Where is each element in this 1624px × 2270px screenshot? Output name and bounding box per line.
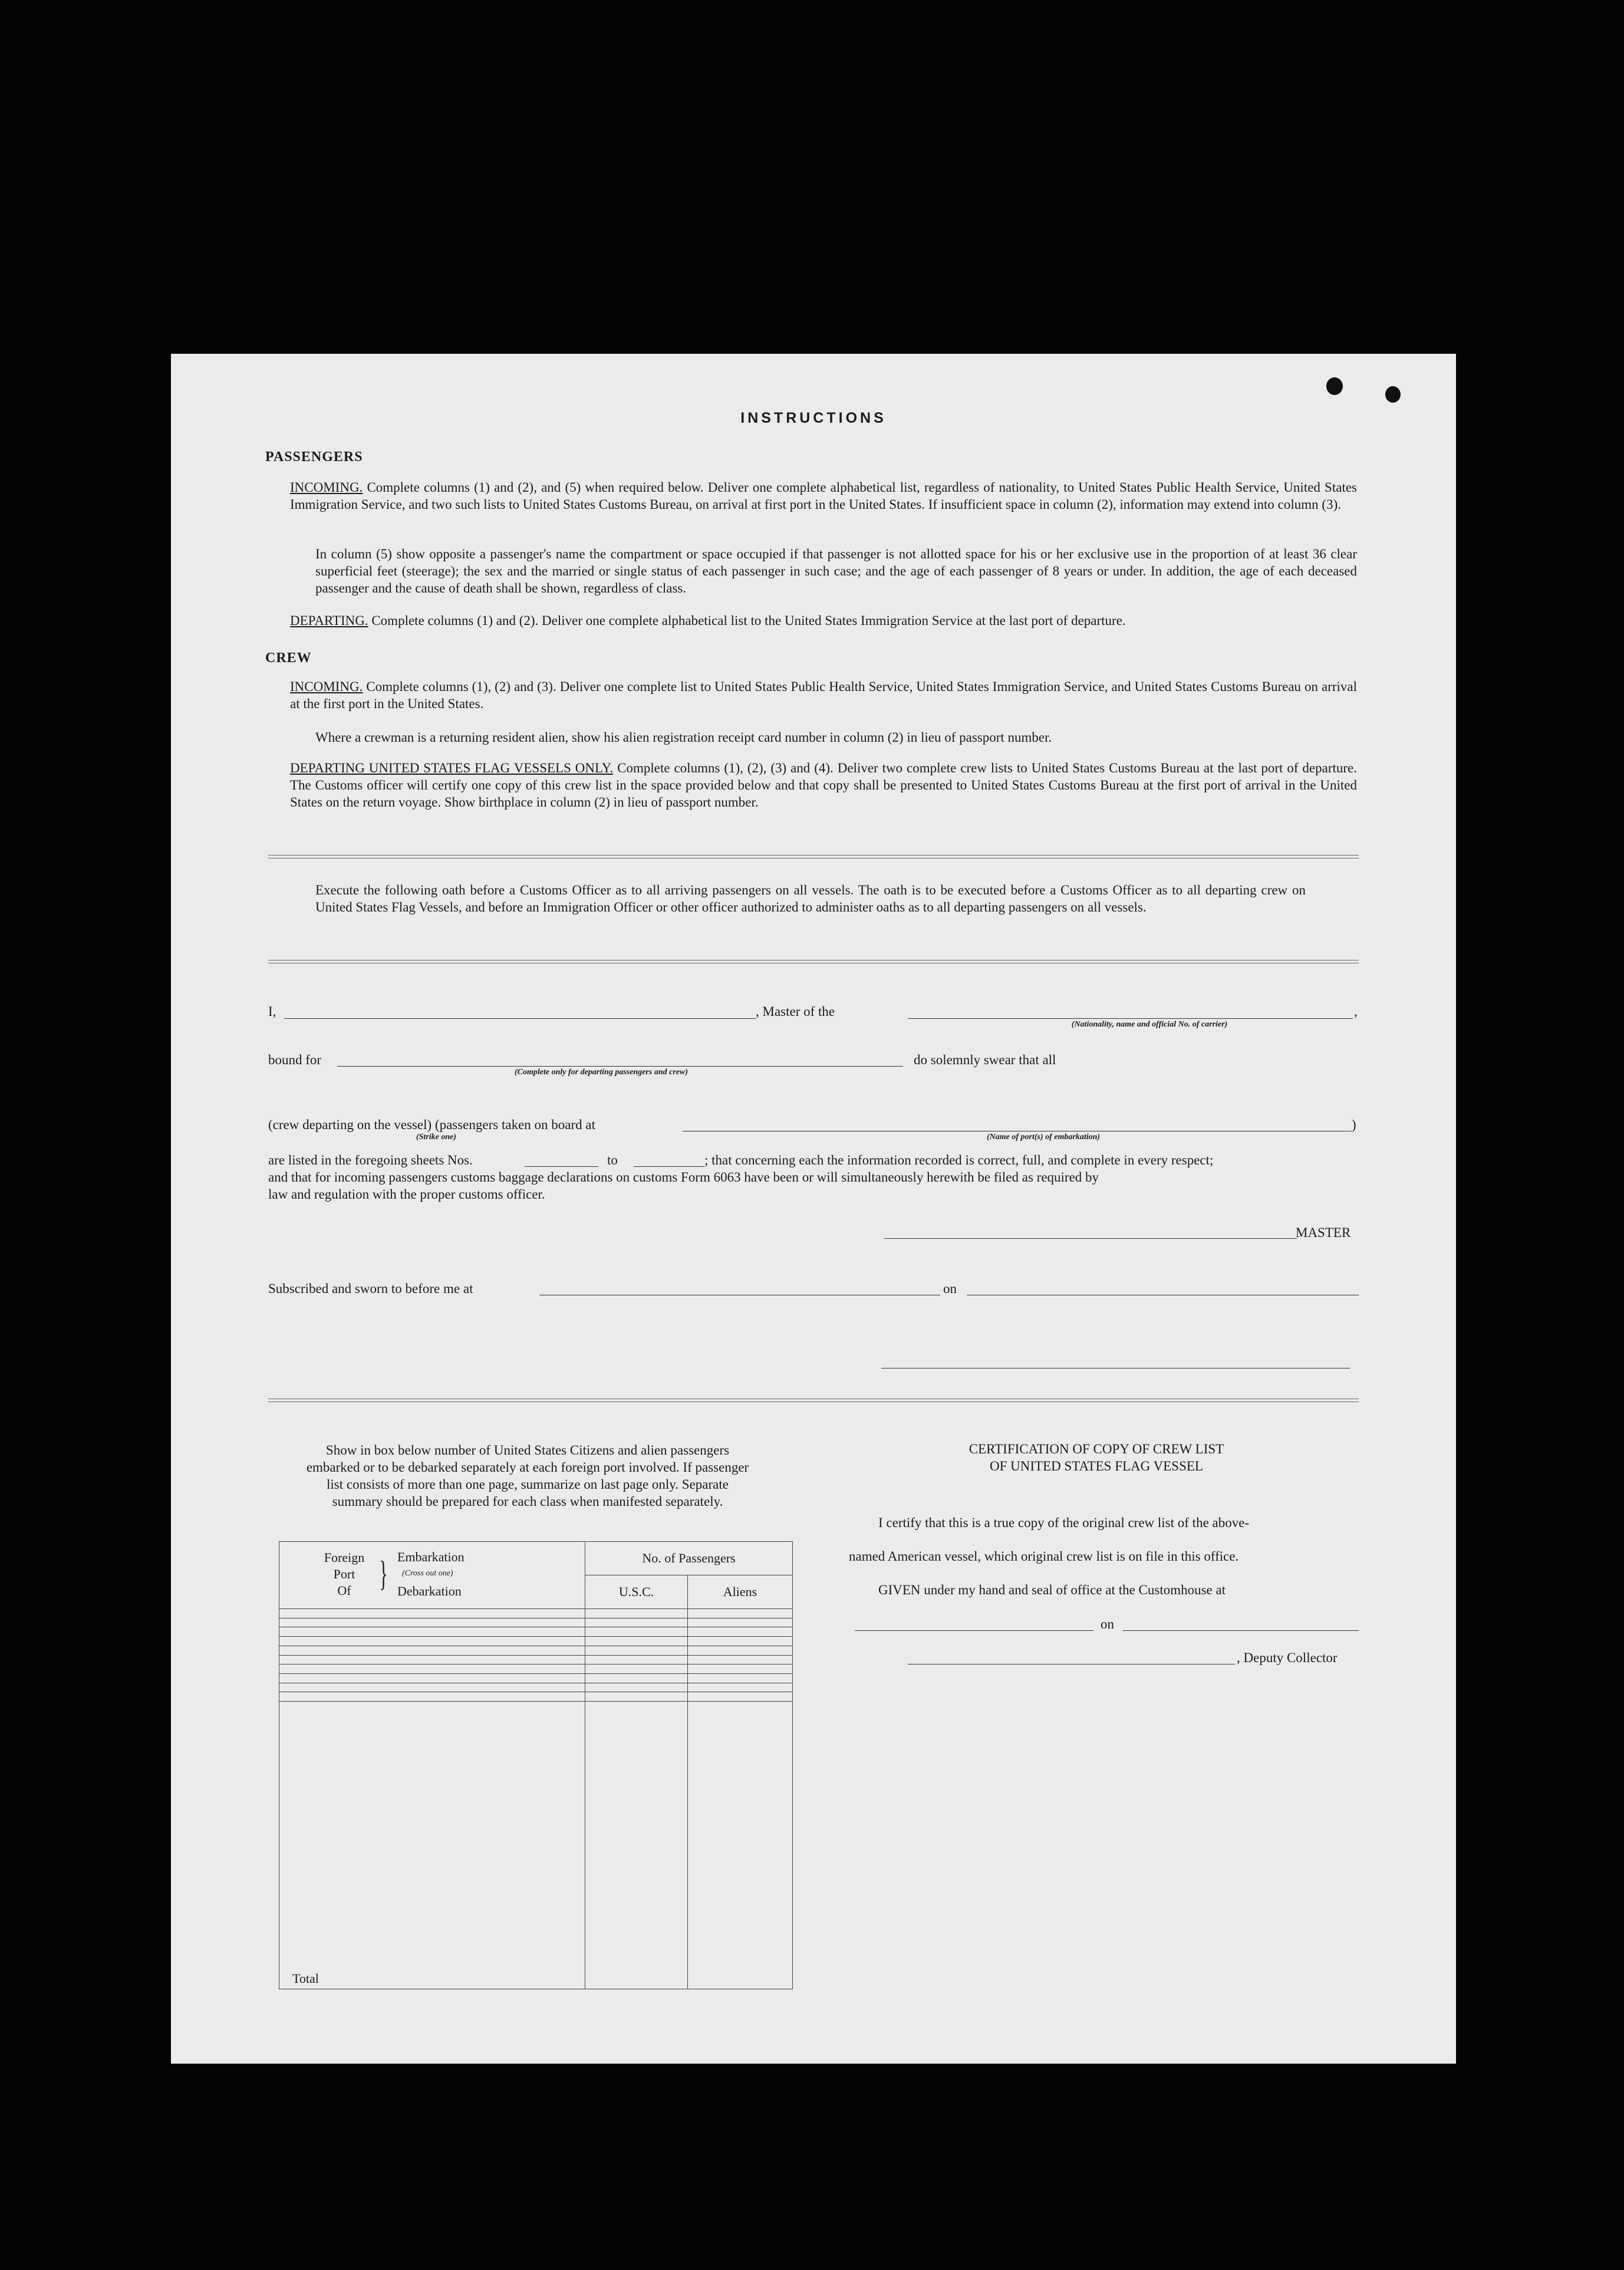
table-row[interactable] [279, 1664, 793, 1674]
divider [268, 960, 1359, 963]
divider [268, 855, 1359, 858]
sheet-to-field[interactable] [634, 1166, 704, 1167]
debarkation-label: Debarkation [397, 1584, 462, 1598]
foreign-port-of-label [315, 1549, 374, 1599]
summary-box [279, 1541, 793, 1989]
oath-listed-line3: law and regulation with the proper customs officer. [268, 1187, 545, 1202]
master-signature-field[interactable] [884, 1238, 1297, 1239]
oath-listed-line2: and that for incoming passengers customs baggage declarations on customs Form 6063 have been or will simultaneously herewith be filed as required by [268, 1170, 1099, 1185]
oath-i-label: I, [268, 1004, 276, 1019]
oath-subscribed: Subscribed and sworn to before me at [268, 1281, 473, 1296]
certify-line-2: named American vessel, which original crew list is on file in this office. [849, 1549, 1239, 1564]
given-line: GIVEN under my hand and seal of office at the Customhouse at [878, 1583, 1226, 1597]
total-row[interactable] [279, 1702, 793, 1989]
table-row[interactable] [279, 1618, 793, 1627]
crew-heading: CREW [265, 650, 312, 666]
ink-blot [1326, 377, 1343, 395]
cert-date-field[interactable] [1123, 1630, 1359, 1631]
summary-instructions: Show in box below number of United States Citizens and alien passengers embarked or to be debarked separately at each foreign port involved. If passenger list consists of more than one page, summarize on last page only. Separate summary should be prepared for each class when manifested separately. [306, 1443, 749, 1509]
oath-swear: do solemnly swear that all [914, 1052, 1056, 1067]
certification-heading-1: CERTIFICATION OF COPY OF CREW LIST [969, 1442, 1224, 1456]
oath-listed-prefix: are listed in the foregoing sheets Nos. [268, 1153, 473, 1167]
passengers-incoming-lead: INCOMING. [290, 480, 363, 495]
table-row[interactable] [279, 1692, 793, 1702]
oath-comma: , [1354, 1004, 1358, 1019]
complete-only-note: (Complete only for departing passengers and crew) [515, 1068, 688, 1077]
certification-heading-2: OF UNITED STATES FLAG VESSEL [990, 1459, 1203, 1473]
cross-out-note: (Cross out one) [402, 1569, 453, 1578]
sheet-from-field[interactable] [525, 1166, 598, 1167]
form-sheet [171, 354, 1456, 2064]
usc-header: U.S.C. [585, 1575, 688, 1609]
table-row[interactable] [279, 1646, 793, 1655]
passengers-column5-paragraph: In column (5) show opposite a passenger's name the compartment or space occupied if that passenger is not allotted space for his or her exclusive use in the proportion of at least 36 clear superficial feet (steerage); the sex and the married or single status of each passenger in such case; and the age of each passenger of 8 years or under. In addition, the age of each deceased passenger and the cause of death shall be shown, regardless of class. [315, 547, 1357, 596]
table-row[interactable] [279, 1609, 793, 1618]
deputy-collector-label: , Deputy Collector [1237, 1650, 1338, 1665]
master-name-field[interactable] [284, 1018, 756, 1019]
passengers-departing-text: Complete columns (1) and (2). Deliver one complete alphabetical list to the United States Immigration Service at the last port of departure. [371, 613, 1126, 628]
ports-note: (Name of port(s) of embarkation) [986, 1133, 1101, 1141]
passengers-incoming-paragraph [290, 479, 1357, 513]
table-row[interactable] [279, 1655, 793, 1664]
table-row[interactable] [279, 1627, 793, 1637]
oath-instructions: Execute the following oath before a Customs Officer as to all arriving passengers on all vessels. The oath is to be executed before a Customs Officer as to all departing crew on United States Flag Vessels, and before an Immigration Officer or other officer authorized to administer oaths as to all departing passengers on all vessels. [315, 883, 1306, 914]
crew-incoming-lead: INCOMING. [290, 679, 363, 694]
oath-close-paren: ) [1352, 1117, 1356, 1132]
oath-to-label: to [607, 1153, 618, 1167]
carrier-field[interactable] [908, 1018, 1353, 1019]
divider [268, 1399, 1359, 1402]
nationality-note: (Nationality, name and official No. of carrier) [1071, 1020, 1228, 1029]
brace: } [379, 1554, 388, 1593]
page-title: INSTRUCTIONS [740, 410, 887, 426]
crew-departing-lead: DEPARTING UNITED STATES FLAG VESSELS ONLY. [290, 761, 614, 775]
port-label: Port [333, 1567, 355, 1581]
ink-blot [1385, 386, 1401, 403]
oath-master-of: , Master of the [756, 1004, 835, 1019]
oath-bound-for: bound for [268, 1052, 322, 1067]
foreign-label: Foreign [324, 1550, 365, 1565]
crew-departing-text: Complete columns (1), (2), (3) and (4). Deliver two complete crew lists to United States Customs Bureau at the last port of departure. The Customs officer will certify one copy of this crew list in the space provided below and that copy shall be presented to United States Customs Bureau at the first port of arrival in the United States on the return voyage. Show birthplace in column (2) in lieu of passport number. [290, 761, 1358, 810]
table-row[interactable] [279, 1683, 793, 1692]
passengers-departing-paragraph [290, 612, 1357, 629]
strike-one-note: (Strike one) [416, 1133, 457, 1141]
master-label: MASTER [1296, 1225, 1351, 1240]
oath-listed-rest: ; that concerning each the information recorded is correct, full, and complete in every respect; [704, 1153, 1214, 1167]
crew-incoming-text: Complete columns (1), (2) and (3). Deliver one complete list to United States Public Health Service, United States Immigration Service, and United States Customs Bureau on arrival at the first port in the United States. [290, 679, 1357, 711]
total-label: Total [279, 1702, 585, 1989]
table-row[interactable] [279, 1674, 793, 1683]
cert-on-label: on [1101, 1617, 1114, 1631]
passengers-departing-lead: DEPARTING. [290, 613, 368, 628]
oath-on-label: on [943, 1281, 957, 1296]
aliens-header: Aliens [688, 1575, 793, 1609]
customhouse-field[interactable] [855, 1630, 1093, 1631]
table-row[interactable] [279, 1637, 793, 1646]
oath-crew-departing: (crew departing on the vessel) (passengers taken on board at [268, 1117, 595, 1132]
embarkation-label: Embarkation [397, 1549, 465, 1564]
destination-field[interactable] [337, 1066, 903, 1067]
crew-incoming-paragraph [290, 678, 1357, 712]
crew-crewman-paragraph: Where a crewman is a returning resident alien, show his alien registration receipt card number in column (2) in lieu of passport number. [315, 730, 1052, 745]
passengers-heading: PASSENGERS [265, 449, 363, 465]
no-passengers-header: No. of Passengers [585, 1542, 793, 1575]
of-label: Of [337, 1583, 351, 1598]
certify-line-1: I certify that this is a true copy of the original crew list of the above- [878, 1515, 1250, 1530]
crew-departing-paragraph [290, 759, 1357, 811]
passengers-incoming-text: Complete columns (1) and (2), and (5) when required below. Deliver one complete alphabetical list, regardless of nationality, to United States Public Health Service, United States Immigration Service, and two such lists to United States Customs Bureau, on arrival at first port in the United States. If insufficient space in column (2), information may extend into column (3). [290, 480, 1357, 512]
